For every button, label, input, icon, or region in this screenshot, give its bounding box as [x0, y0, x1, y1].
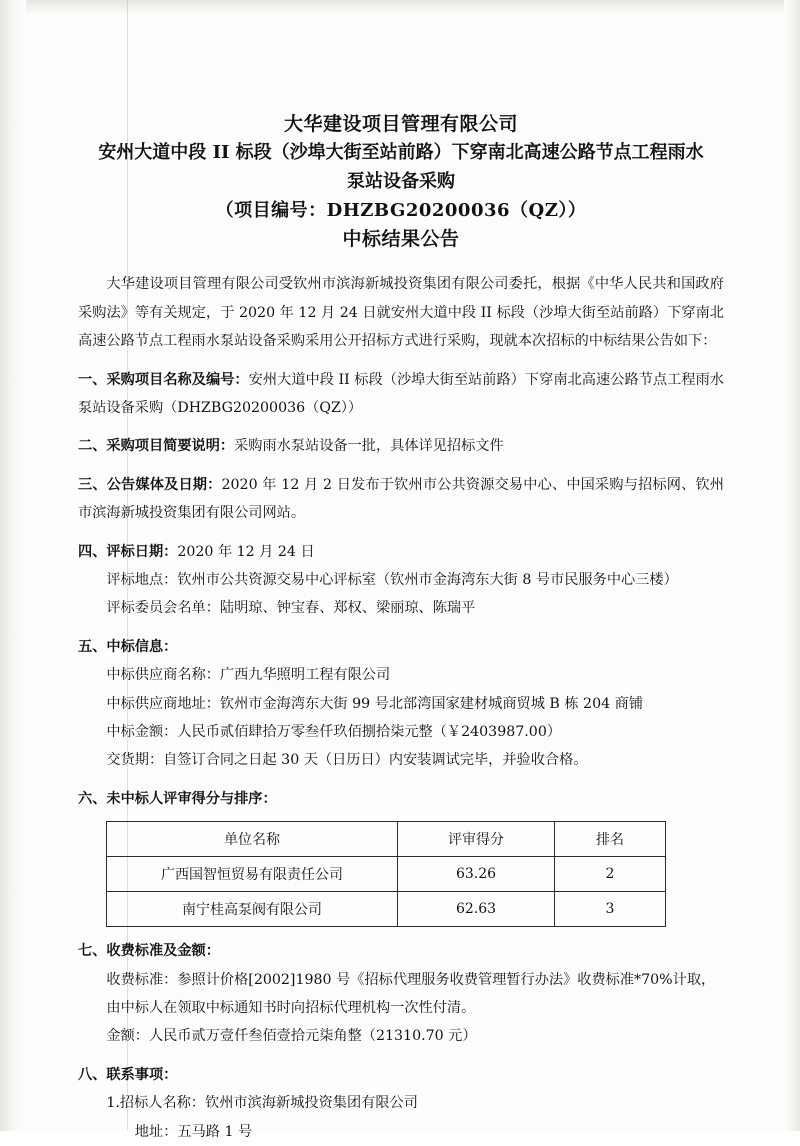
row2-score: 62.63: [398, 892, 555, 927]
table-header-score: 评审得分: [398, 822, 555, 857]
section-project-brief: [78, 432, 724, 460]
contact-address-label: 地址：: [134, 1123, 178, 1140]
project-number-title: （项目编号：DHZBG20200036（QZ））: [215, 200, 587, 222]
row1-rank: 2: [555, 857, 666, 892]
intro-paragraph: 大华建设项目管理有限公司受钦州市滨海新城投资集团有限公司委托，根据《中华人民共和国政府采购法》等有关规定，于 2020 年 12 月 24 日就安州大道中段 II 标段（沙埠大街至站前路）下穿南北高速公路节点工程雨水泵站设备采购采用公开招标方式进行采购，现就本次招标的中标结果公告如下：: [78, 276, 724, 350]
section-ranking: [78, 785, 724, 813]
award-amount-label: 中标金额：: [106, 724, 178, 741]
contact-address-value: 五马路 1 号: [177, 1123, 253, 1140]
row2-rank: 3: [555, 892, 666, 927]
section-media-date: [78, 471, 724, 528]
award-amount-line: [106, 718, 724, 746]
ranking-table: [106, 821, 666, 927]
row1-score: 63.26: [398, 857, 555, 892]
section-project-brief-head: 二、采购项目简要说明：: [78, 438, 235, 455]
table-header-row: [107, 822, 666, 857]
row1-company: 广西国智恒贸易有限责任公司: [107, 857, 398, 892]
award-supplier-address-label: 中标供应商地址：: [106, 695, 220, 712]
contact-tenderer-label: 1.招标人名称：: [106, 1095, 206, 1112]
award-supplier-name-line: [106, 661, 724, 689]
eval-committee-value: 陆明琼、钟宝春、郑权、梁丽琼、陈瑞平: [219, 600, 476, 617]
section-contact-head: 八、联系事项：: [78, 1066, 178, 1083]
section-eval-date: [78, 538, 724, 566]
section-media-date-head: 三、公告媒体及日期：: [78, 476, 222, 493]
section-fees: [78, 937, 724, 965]
section-contact: [78, 1061, 724, 1089]
section-project-brief-text: 采购雨水泵站设备一批，具体详见招标文件: [234, 438, 504, 455]
award-supplier-name-label: 中标供应商名称：: [106, 667, 220, 684]
section-eval-date-head: 四、评标日期：: [78, 543, 178, 560]
company-title: 大华建设项目管理有限公司: [283, 113, 518, 135]
award-supplier-address-line: [106, 690, 724, 718]
document-content: [78, 110, 724, 1146]
table-row: [107, 857, 666, 892]
scan-edge-right: [784, 0, 800, 1131]
announcement-title: 中标结果公告: [342, 227, 460, 250]
contact-address-line: [135, 1118, 724, 1146]
table-row: [107, 892, 666, 927]
eval-committee-line: [106, 594, 724, 622]
eval-location-label: 评标地点：: [106, 572, 178, 589]
section-award-info-head: 五、中标信息：: [78, 638, 178, 655]
fees-amount-label: 金额：: [106, 1028, 149, 1045]
section-project-name: [78, 366, 724, 423]
award-delivery-label: 交货期：: [106, 752, 164, 769]
award-delivery-line: [106, 746, 724, 774]
fees-amount-value: 人民币贰万壹仟叁佰壹拾元柒角整（21310.70 元）: [148, 1028, 477, 1045]
scan-edge-top: [0, 0, 800, 14]
section-fees-head: 七、收费标准及金额：: [78, 943, 220, 960]
award-delivery-value: 自签订合同之日起 30 天（日历日）内安装调试完毕，并验收合格。: [163, 752, 588, 769]
contact-tenderer-line: [106, 1089, 724, 1117]
scan-edge-left: [0, 0, 26, 1131]
project-title: 安州大道中段 II 标段（沙埠大街至站前路）下穿南北高速公路节点工程雨水泵站设备采购: [98, 142, 704, 193]
section-project-name-head: 一、采购项目名称及编号：: [78, 371, 249, 388]
eval-location-value: 钦州市公共资源交易中心评标室（钦州市金海湾东大街 8 号市民服务中心三楼）: [177, 572, 678, 589]
title-block: [78, 110, 724, 254]
table-header-rank: 排名: [555, 822, 666, 857]
award-amount-value: 人民币贰佰肆拾万零叁仟玖佰捌拾柒元整（￥2403987.00）: [177, 724, 562, 741]
fees-standard-value: 参照计价格[2002]1980 号《招标代理服务收费管理暂行办法》收费标准*70%计取，由中标人在领取中标通知书时向招标代理机构一次性付清。: [106, 971, 716, 1017]
fees-amount-line: [106, 1022, 724, 1050]
row2-company: 南宁桂高泵阀有限公司: [107, 892, 398, 927]
section-eval-date-text: 2020 年 12 月 24 日: [177, 543, 315, 560]
award-supplier-name-value: 广西九华照明工程有限公司: [219, 667, 391, 684]
contact-tenderer-value: 钦州市滨海新城投资集团有限公司: [205, 1095, 418, 1112]
award-supplier-address-value: 钦州市金海湾东大街 99 号北部湾国家建材城商贸城 B 栋 204 商铺: [219, 695, 644, 712]
table-header-company: 单位名称: [107, 822, 398, 857]
eval-committee-label: 评标委员会名单：: [106, 600, 220, 617]
section-project-name-text: 安州大道中段 II 标段（沙埠大街至站前路）下穿南北高速公路节点工程雨水泵站设备采购（DHZBG20200036（QZ））: [78, 371, 724, 416]
section-ranking-head: 六、未中标人评审得分与排序：: [78, 790, 277, 807]
fees-standard-line: [106, 966, 724, 1023]
eval-location-line: [106, 566, 724, 594]
section-award-info: [78, 633, 724, 661]
section-media-date-text: 2020 年 12 月 2 日发布于钦州市公共资源交易中心、中国采购与招标网、钦州市滨海新城投资集团有限公司网站。: [78, 476, 724, 522]
fees-standard-label: 收费标准：: [106, 971, 178, 988]
